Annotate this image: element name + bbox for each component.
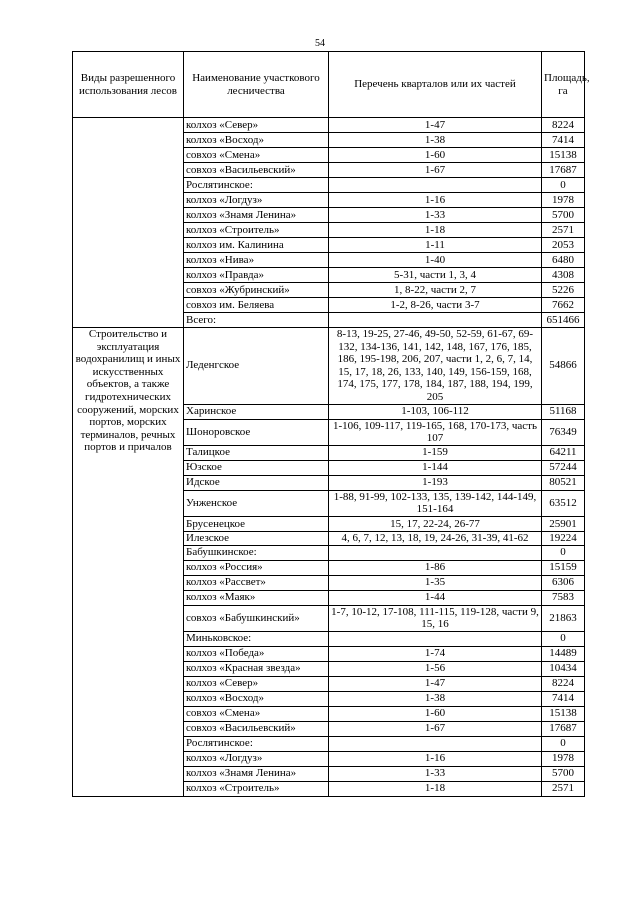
forestry-name-cell: Талицкое — [184, 445, 329, 460]
forestry-name-cell: колхоз «Победа» — [184, 646, 329, 661]
area-cell: 7414 — [542, 133, 585, 148]
quarters-cell: 1-7, 10-12, 17-108, 111-115, 119-128, части 9, 15, 16 — [329, 605, 542, 631]
forestry-name-cell: совхоз «Васильевский» — [184, 163, 329, 178]
area-cell: 64211 — [542, 445, 585, 460]
quarters-cell: 5-31, части 1, 3, 4 — [329, 268, 542, 283]
forestry-name-cell: Идское — [184, 475, 329, 490]
forestry-name-cell: совхоз «Жубринский» — [184, 283, 329, 298]
area-cell: 0 — [542, 631, 585, 646]
area-cell: 15138 — [542, 148, 585, 163]
forestry-name-cell: совхоз им. Беляева — [184, 298, 329, 313]
quarters-cell: 1-16 — [329, 751, 542, 766]
forestry-name-cell: Унженское — [184, 490, 329, 516]
table-row — [73, 328, 585, 405]
forestry-name-cell: колхоз «Север» — [184, 676, 329, 691]
quarters-cell: 4, 6, 7, 12, 13, 18, 19, 24-26, 31-39, 41-62 — [329, 531, 542, 545]
area-cell: 63512 — [542, 490, 585, 516]
quarters-cell: 1-86 — [329, 560, 542, 575]
forestry-name-cell: Всего: — [184, 313, 329, 328]
table-body — [73, 118, 585, 797]
forestry-name-cell: Рослятинское: — [184, 736, 329, 751]
quarters-cell — [329, 545, 542, 560]
forestry-name-cell: совхоз «Смена» — [184, 148, 329, 163]
forestry-name-cell: Миньковское: — [184, 631, 329, 646]
forestry-name-cell: Брусенецкое — [184, 516, 329, 531]
quarters-cell: 1-47 — [329, 676, 542, 691]
quarters-cell: 1-67 — [329, 163, 542, 178]
quarters-cell: 1-35 — [329, 575, 542, 590]
quarters-cell: 1-60 — [329, 148, 542, 163]
forestry-name-cell: колхоз «Строитель» — [184, 781, 329, 796]
table-header-row — [73, 52, 585, 118]
quarters-cell — [329, 631, 542, 646]
area-cell: 7414 — [542, 691, 585, 706]
area-cell: 7583 — [542, 590, 585, 605]
forestry-name-cell: колхоз «Восход» — [184, 691, 329, 706]
forestry-name-cell: колхоз «Знамя Ленина» — [184, 208, 329, 223]
area-cell: 5700 — [542, 208, 585, 223]
area-cell: 0 — [542, 736, 585, 751]
area-cell: 17687 — [542, 163, 585, 178]
area-cell: 1978 — [542, 751, 585, 766]
quarters-cell: 1-16 — [329, 193, 542, 208]
area-cell: 51168 — [542, 404, 585, 419]
area-cell: 57244 — [542, 460, 585, 475]
page-number: 54 — [315, 38, 325, 49]
quarters-cell: 1-103, 106-112 — [329, 404, 542, 419]
area-cell: 651466 — [542, 313, 585, 328]
area-cell: 54866 — [542, 328, 585, 405]
forestry-name-cell: Юзское — [184, 460, 329, 475]
area-cell: 0 — [542, 545, 585, 560]
quarters-cell: 1-2, 8-26, части 3-7 — [329, 298, 542, 313]
area-cell: 7662 — [542, 298, 585, 313]
forest-use-table — [72, 51, 590, 797]
area-cell: 4308 — [542, 268, 585, 283]
area-cell: 80521 — [542, 475, 585, 490]
forestry-name-cell: колхоз «Логдуз» — [184, 751, 329, 766]
forestry-name-cell: колхоз «Строитель» — [184, 223, 329, 238]
forestry-name-cell: Харинское — [184, 404, 329, 419]
quarters-cell: 1-18 — [329, 223, 542, 238]
forestry-name-cell: колхоз «Восход» — [184, 133, 329, 148]
area-cell: 5226 — [542, 283, 585, 298]
area-cell: 10434 — [542, 661, 585, 676]
forestry-name-cell: колхоз «Нива» — [184, 253, 329, 268]
header-quarters: Перечень кварталов или их частей — [329, 52, 542, 118]
area-cell: 15138 — [542, 706, 585, 721]
forestry-name-cell: Леденгское — [184, 328, 329, 405]
usage-type-cell: Строительство и эксплуатация водохранилищ и иных искусственных объектов, а также гидротехнических сооружений, морских портов, морских терминалов, речных портов и причалов — [73, 328, 184, 797]
area-cell: 2571 — [542, 223, 585, 238]
quarters-cell — [329, 178, 542, 193]
forestry-name-cell: колхоз им. Калинина — [184, 238, 329, 253]
area-cell: 0 — [542, 178, 585, 193]
quarters-cell: 1-44 — [329, 590, 542, 605]
area-cell: 15159 — [542, 560, 585, 575]
area-cell: 17687 — [542, 721, 585, 736]
quarters-cell: 1-47 — [329, 118, 542, 133]
quarters-cell: 1-67 — [329, 721, 542, 736]
quarters-cell: 1-88, 91-99, 102-133, 135, 139-142, 144-149, 151-164 — [329, 490, 542, 516]
quarters-cell: 1-33 — [329, 766, 542, 781]
area-cell: 8224 — [542, 118, 585, 133]
area-cell: 2053 — [542, 238, 585, 253]
quarters-cell: 1-56 — [329, 661, 542, 676]
forestry-name-cell: колхоз «Маяк» — [184, 590, 329, 605]
area-cell: 5700 — [542, 766, 585, 781]
area-cell: 2571 — [542, 781, 585, 796]
forestry-name-cell: колхоз «Правда» — [184, 268, 329, 283]
area-cell: 8224 — [542, 676, 585, 691]
quarters-cell: 1-106, 109-117, 119-165, 168, 170-173, часть 107 — [329, 419, 542, 445]
header-name: Наименование участкового лесничества — [184, 52, 329, 118]
area-cell: 14489 — [542, 646, 585, 661]
quarters-cell: 1-33 — [329, 208, 542, 223]
forestry-name-cell: колхоз «Логдуз» — [184, 193, 329, 208]
usage-type-cell — [73, 118, 184, 328]
quarters-cell: 1-193 — [329, 475, 542, 490]
quarters-cell: 1-11 — [329, 238, 542, 253]
area-cell: 6306 — [542, 575, 585, 590]
quarters-cell: 1-40 — [329, 253, 542, 268]
header-area: Площадь, га — [542, 52, 585, 118]
forestry-name-cell: совхоз «Васильевский» — [184, 721, 329, 736]
forestry-name-cell: Илезское — [184, 531, 329, 545]
quarters-cell: 1-38 — [329, 133, 542, 148]
quarters-cell: 1, 8-22, части 2, 7 — [329, 283, 542, 298]
forestry-name-cell: совхоз «Бабушкинский» — [184, 605, 329, 631]
forestry-name-cell: Шоноровское — [184, 419, 329, 445]
area-cell: 19224 — [542, 531, 585, 545]
quarters-cell: 1-74 — [329, 646, 542, 661]
forestry-name-cell: Бабушкинское: — [184, 545, 329, 560]
quarters-cell: 1-144 — [329, 460, 542, 475]
forestry-name-cell: Рослятинское: — [184, 178, 329, 193]
area-cell: 25901 — [542, 516, 585, 531]
quarters-cell: 1-159 — [329, 445, 542, 460]
forestry-name-cell: колхоз «Север» — [184, 118, 329, 133]
forestry-name-cell: колхоз «Красная звезда» — [184, 661, 329, 676]
quarters-cell: 15, 17, 22-24, 26-77 — [329, 516, 542, 531]
quarters-cell: 1-18 — [329, 781, 542, 796]
quarters-cell — [329, 736, 542, 751]
area-cell: 1978 — [542, 193, 585, 208]
area-cell: 6480 — [542, 253, 585, 268]
quarters-cell: 1-60 — [329, 706, 542, 721]
quarters-cell — [329, 313, 542, 328]
area-cell: 76349 — [542, 419, 585, 445]
area-cell: 21863 — [542, 605, 585, 631]
forestry-name-cell: совхоз «Смена» — [184, 706, 329, 721]
header-vid: Виды разрешенного использования лесов — [73, 52, 184, 118]
quarters-cell: 1-38 — [329, 691, 542, 706]
quarters-cell: 8-13, 19-25, 27-46, 49-50, 52-59, 61-67, 69-132, 134-136, 141, 142, 148, 167, 176, 185, 186, 195-198, 206, 207, части 1, 2, 6, 7, 14, 15, 17, 18, 26, 133, 140, 149, 156-159, 168, 174, 175, 177, 178, 184, 187, 188, 194, 199, 205 — [329, 328, 542, 405]
table-row — [73, 118, 585, 133]
forestry-name-cell: колхоз «Рассвет» — [184, 575, 329, 590]
forestry-name-cell: колхоз «Россия» — [184, 560, 329, 575]
forestry-name-cell: колхоз «Знамя Ленина» — [184, 766, 329, 781]
